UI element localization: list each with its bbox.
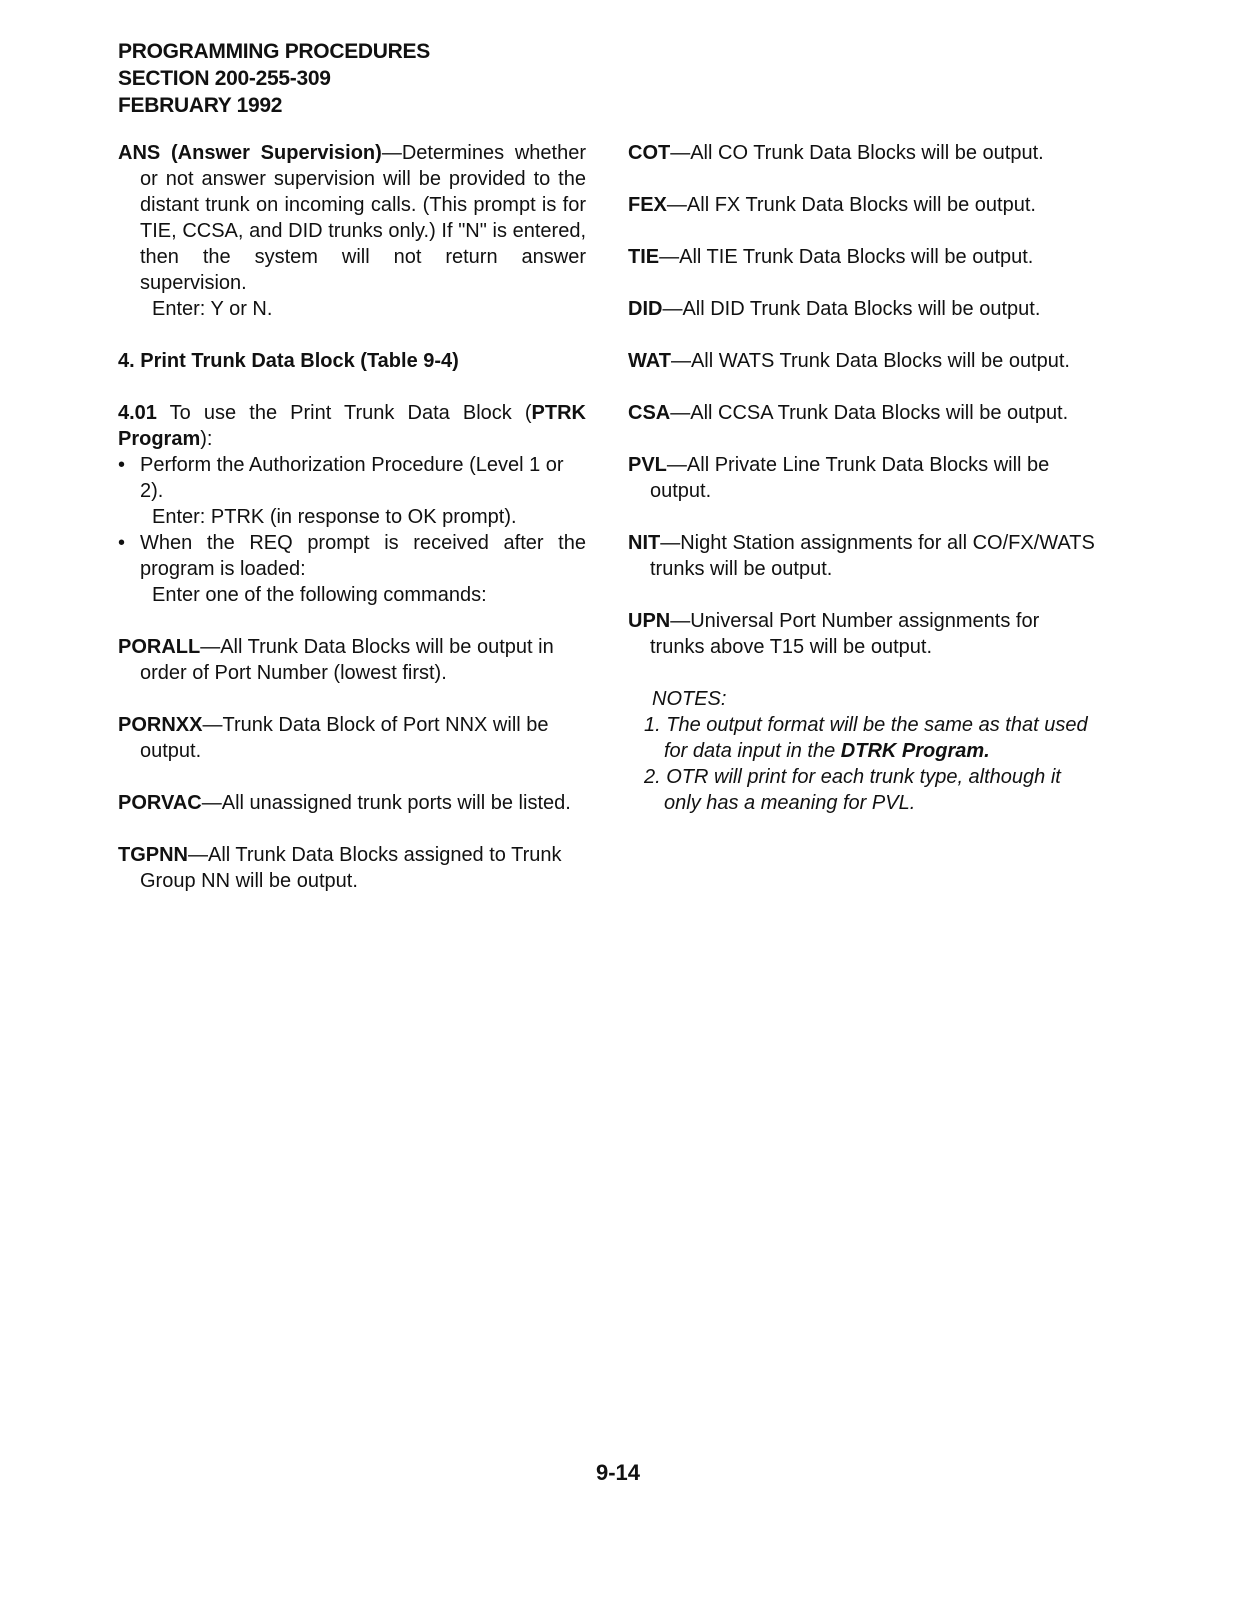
command-definition [628,140,1098,166]
command-term: PORALL [118,636,201,658]
note-text: 1. The output format will be the same as that used for data input in the [644,714,1088,762]
command-text: —Universal Port Number assignments for trunks above T15 will be output. [650,610,1040,658]
header-date: FEBRUARY 1992 [118,94,283,117]
command-term: UPN [628,610,671,632]
bullet-item [118,452,586,504]
command-term: FEX [628,194,667,216]
header-section: SECTION 200-255-309 [118,67,331,90]
bullet-enter: Enter: PTRK (in response to OK prompt). [152,506,517,528]
para-4-01 [118,400,586,452]
command-text: —All CO Trunk Data Blocks will be output. [670,142,1044,164]
command-term: COT [628,142,671,164]
command-definition [118,790,586,816]
para-number: 4.01 [118,402,157,424]
command-definition [628,452,1098,504]
command-text: —All FX Trunk Data Blocks will be output. [666,194,1036,216]
command-definition [118,842,586,894]
note-item: 2. OTR will print for each trunk type, although it only has a meaning for PVL. [644,766,1061,814]
section-heading: 4. Print Trunk Data Block (Table 9-4) [118,350,459,372]
bullet-icon: • [118,532,126,554]
para-text: To use the Print Trunk Data Block ( [156,402,532,424]
left-command-list [118,634,586,920]
command-text: —Night Station assignments for all CO/FX/WATS trunks will be output. [650,532,1095,580]
command-definition [628,296,1098,322]
right-command-list [628,140,1098,686]
command-text: —All Private Line Trunk Data Blocks will be output. [650,454,1050,502]
para-program: PTRK Program [118,402,586,450]
command-text: —All unassigned trunk ports will be listed. [201,792,571,814]
page-header [118,38,430,119]
ans-term: ANS (Answer Supervision) [118,142,382,164]
command-term: PVL [628,454,667,476]
notes-title: NOTES: [652,688,727,710]
bullet-text: When the REQ prompt is received after the program is loaded: [140,532,586,580]
ans-enter: Enter: Y or N. [152,298,273,320]
command-term: PORVAC [118,792,202,814]
para-end: ): [200,428,213,450]
command-term: NIT [628,532,661,554]
command-text: —All CCSA Trunk Data Blocks will be output. [670,402,1069,424]
page-number: 9-14 [595,1460,641,1485]
right-column [628,140,1098,816]
command-definition [628,608,1098,660]
command-definition [628,400,1098,426]
left-column [118,140,586,920]
command-text: —All Trunk Data Blocks will be output in order of Port Number (lowest first). [140,636,554,684]
ans-text: —Determines whether or not answer supervision will be provided to the distant trunk on incoming calls. (This prompt is for TIE, CCSA, and DID trunks only.) If "N" is entered, then the system will not return answer supervision. [140,142,586,294]
header-title: PROGRAMMING PROCEDURES [118,40,430,63]
command-term: TIE [628,246,660,268]
command-term: DID [628,298,663,320]
note-item [628,712,1098,764]
command-definition [628,192,1098,218]
bullet-enter: Enter one of the following commands: [152,584,487,606]
command-term: WAT [628,350,671,372]
command-definition [628,348,1098,374]
command-text: —Trunk Data Block of Port NNX will be output. [140,714,549,762]
command-term: CSA [628,402,671,424]
command-text: —All DID Trunk Data Blocks will be output. [662,298,1041,320]
command-definition [118,712,586,764]
note-program: DTRK Program. [840,740,990,762]
command-term: PORNXX [118,714,203,736]
command-definition [628,244,1098,270]
bullet-item [118,530,586,582]
command-definition [118,634,586,686]
command-term: TGPNN [118,844,188,866]
bullet-text: Perform the Authorization Procedure (Level 1 or 2). [140,454,564,502]
command-text: —All TIE Trunk Data Blocks will be output. [659,246,1034,268]
bullet-icon: • [118,454,126,476]
ans-definition [118,140,586,296]
command-text: —All WATS Trunk Data Blocks will be output. [670,350,1070,372]
command-text: —All Trunk Data Blocks assigned to Trunk Group NN will be output. [140,844,562,892]
command-definition [628,530,1098,582]
